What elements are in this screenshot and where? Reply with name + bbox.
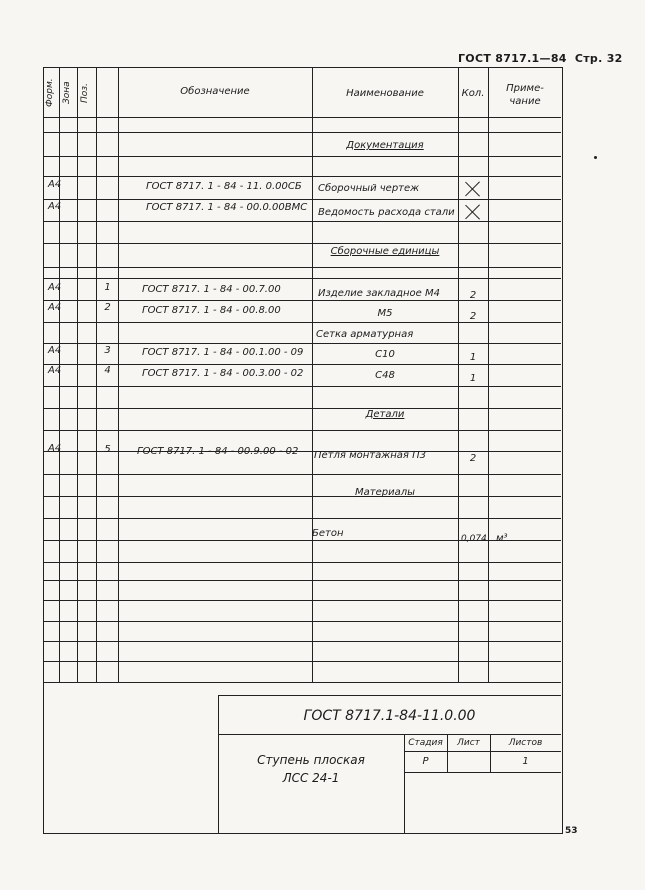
- header-zone: Зона: [62, 81, 72, 105]
- header-name: Наименование: [346, 88, 424, 99]
- dot-mark: [594, 156, 597, 159]
- row-format: А4: [48, 443, 62, 454]
- row-line: [44, 641, 561, 642]
- header-position: Поз.: [80, 83, 90, 103]
- row-line: [44, 580, 561, 581]
- row-position: 2: [104, 302, 111, 313]
- row-line: [44, 322, 561, 323]
- cross-icon: [465, 181, 481, 197]
- row-format: А4: [48, 282, 62, 293]
- section-details: Детали: [365, 409, 405, 420]
- row-line: [44, 156, 561, 157]
- row-line: [44, 386, 561, 387]
- row-name: Изделие закладное М4: [318, 288, 440, 299]
- product-name-line1: Ступень плоская: [257, 753, 365, 767]
- row-line: [44, 600, 561, 601]
- row-line: [44, 243, 561, 244]
- row-line: [44, 474, 561, 475]
- page-header: [458, 52, 623, 65]
- row-line: [44, 221, 561, 222]
- title-block-row: [404, 751, 561, 752]
- product-name-line2: ЛСС 24-1: [282, 771, 340, 785]
- stage-value: Р: [422, 756, 429, 767]
- title-block-divider: [218, 734, 561, 735]
- cross-icon: [465, 204, 481, 220]
- row-note: м³: [496, 533, 508, 544]
- stage-label: Стадия: [408, 738, 443, 748]
- page-number: 53: [565, 826, 578, 836]
- row-quantity: 2: [469, 311, 477, 322]
- row-quantity: 1: [469, 352, 477, 363]
- row-line: [44, 267, 561, 268]
- row-format: А4: [48, 365, 62, 376]
- row-line: [44, 343, 561, 344]
- row-quantity: 0,074: [461, 534, 487, 544]
- title-block-top: [218, 695, 561, 696]
- row-designation: ГОСТ 8717. 1 - 84 - 11. 0.00СБ: [146, 181, 302, 192]
- col-divider: [118, 68, 119, 682]
- row-format: А4: [48, 179, 62, 190]
- row-name: Бетон: [312, 528, 344, 539]
- header-note: Приме- чание: [506, 83, 544, 107]
- row-line: [44, 562, 561, 563]
- row-name: Ведомость расхода стали: [318, 207, 455, 218]
- row-line: [44, 199, 561, 200]
- specification-sheet: [43, 67, 563, 834]
- title-block-col: [404, 734, 405, 833]
- row-designation: ГОСТ 8717. 1 - 84 - 00.7.00: [142, 284, 281, 295]
- header-divider: [44, 117, 561, 118]
- row-line: [44, 621, 561, 622]
- section-documentation: Документация: [346, 140, 424, 151]
- row-format: А4: [48, 345, 62, 356]
- row-designation: ГОСТ 8717. 1 - 84 - 00.9.00 - 02: [137, 446, 299, 457]
- row-name: С48: [375, 370, 395, 381]
- col-divider: [77, 68, 78, 682]
- standard-code: ГОСТ 8717.1—84: [458, 52, 567, 65]
- section-materials: Материалы: [355, 487, 415, 498]
- row-line: [44, 682, 561, 683]
- header-quantity: Кол.: [461, 88, 485, 99]
- row-line: [44, 278, 561, 279]
- row-line: [44, 518, 561, 519]
- section-assembly-units: Сборочные единицы: [330, 246, 440, 257]
- col-divider: [488, 68, 489, 682]
- header-designation: Обозначение: [180, 86, 250, 97]
- row-line: [44, 451, 561, 452]
- row-line: [44, 496, 561, 497]
- document-code: ГОСТ 8717.1-84-11.0.00: [303, 708, 476, 724]
- row-position: 1: [104, 282, 111, 293]
- row-position: 5: [104, 444, 111, 455]
- row-designation: ГОСТ 8717. 1 - 84 - 00.0.00ВМС: [146, 202, 308, 213]
- page-label: Стр. 32: [574, 52, 623, 65]
- row-position: 4: [104, 365, 111, 376]
- row-quantity: 1: [469, 373, 477, 384]
- row-quantity: 2: [469, 290, 477, 301]
- row-designation: ГОСТ 8717. 1 - 84 - 00.1.00 - 09: [142, 347, 304, 358]
- row-name: С10: [375, 349, 395, 360]
- row-line: [44, 430, 561, 431]
- row-designation: ГОСТ 8717. 1 - 84 - 00.8.00: [142, 305, 281, 316]
- row-position: 3: [104, 345, 111, 356]
- row-line: [44, 661, 561, 662]
- title-block-row: [404, 772, 561, 773]
- sheet-label: Лист: [457, 738, 480, 748]
- row-line: [44, 176, 561, 177]
- row-name: Петля монтажная П3: [314, 450, 426, 461]
- row-quantity: 2: [469, 453, 477, 464]
- row-designation: ГОСТ 8717. 1 - 84 - 00.3.00 - 02: [142, 368, 304, 379]
- sheets-value: 1: [522, 756, 529, 767]
- row-line: [44, 132, 561, 133]
- row-format: А4: [48, 302, 62, 313]
- row-line: [44, 364, 561, 365]
- row-name: Сборочный чертеж: [318, 183, 420, 194]
- row-line: [44, 408, 561, 409]
- row-name: М5: [377, 308, 393, 319]
- row-name: Сетка арматурная: [316, 329, 414, 340]
- sheets-label: Листов: [508, 738, 543, 748]
- header-format: Форм.: [45, 78, 55, 108]
- row-format: А4: [48, 201, 62, 212]
